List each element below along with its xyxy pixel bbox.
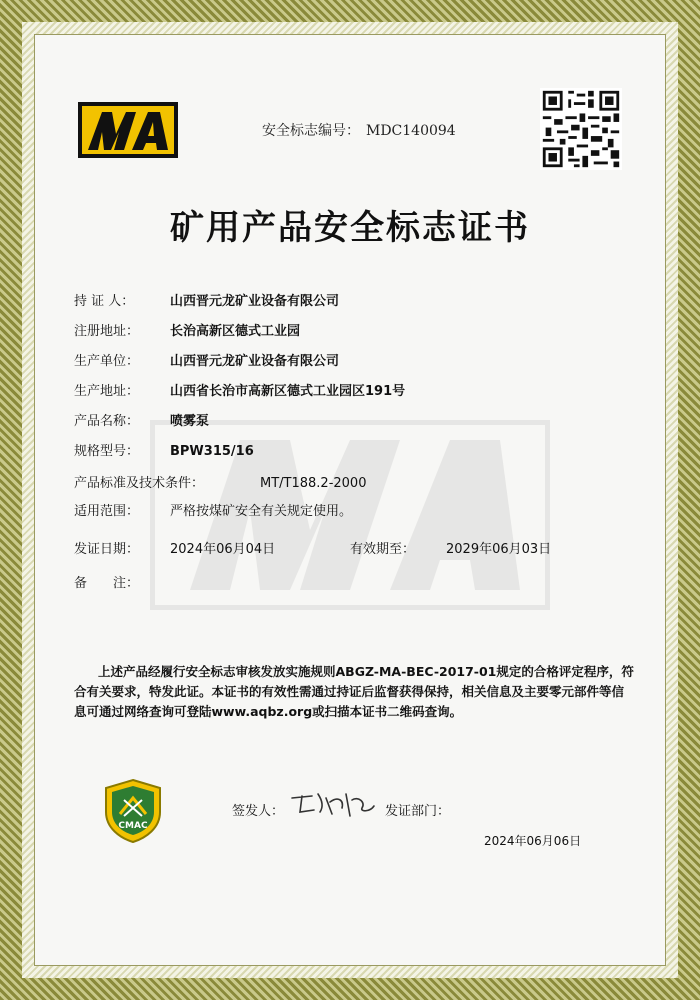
issue-date-label: 发证日期： [74,542,140,557]
field-valid-until [350,538,551,557]
standard-label: 产品标准及技术条件： [74,476,205,491]
product-name-label: 产品名称： [74,414,140,429]
product-name-value: 喷雾泵 [170,414,210,429]
certificate-number-label: 安全标志编号： [262,123,360,139]
certificate-number-value: MDC140094 [366,123,456,139]
field-model [74,440,254,459]
ma-logo-icon [78,102,178,158]
holder-value: 山西晋元龙矿业设备有限公司 [170,294,340,309]
cmac-text: CMAC [118,821,148,831]
qr-code-icon[interactable] [540,88,622,170]
valid-until-value: 2029年06月03日 [446,542,552,557]
field-prod-address [74,380,405,399]
field-producer [74,350,339,369]
model-value: BPW315/16 [170,444,254,459]
producer-value: 山西晋元龙矿业设备有限公司 [170,354,340,369]
reg-address-value: 长治高新区德式工业园 [170,324,301,339]
valid-until-label: 有效期至： [350,542,416,557]
producer-label: 生产单位： [74,354,140,369]
cmac-badge-icon [102,778,164,844]
field-product-name [74,410,209,429]
standard-value: MT/T188.2-2000 [260,476,367,491]
scope-label: 适用范围： [74,504,140,519]
certificate-number [262,120,456,140]
field-reg-address [74,320,300,339]
signer-label: 签发人： [232,804,285,819]
scope-value: 严格按煤矿安全有关规定使用。 [170,504,353,519]
certificate-title: 矿用产品安全标志证书 [170,208,530,248]
model-label: 规格型号： [74,444,140,459]
field-standard [74,472,366,491]
signature-icon [288,786,378,820]
field-issue-date [74,538,275,557]
prod-address-label: 生产地址： [74,384,140,399]
holder-label: 持 证 人： [74,294,135,309]
prod-address-value: 山西省长治市高新区德式工业园区191号 [170,384,406,399]
reg-address-label: 注册地址： [74,324,140,339]
issuing-dept-label: 发证部门： [385,804,451,819]
field-scope [74,500,352,519]
issuing-date: 2024年06月06日 [484,834,582,848]
remarks-label: 备 注： [74,576,140,591]
issue-date-value: 2024年06月04日 [170,542,276,557]
field-remarks [74,572,170,591]
field-holder [74,290,339,309]
certificate-notice: 上述产品经履行安全标志审核发放实施规则ABGZ-MA-BEC-2017-01规定的合格评定程序，符合有关要求，特发此证。本证书的有效性需通过持证后监督获得保持，相关信息及主要零元部件等信息可通过网络查询可登陆www.aqbz.org或扫描本证书二维码查询。 [74,664,634,719]
